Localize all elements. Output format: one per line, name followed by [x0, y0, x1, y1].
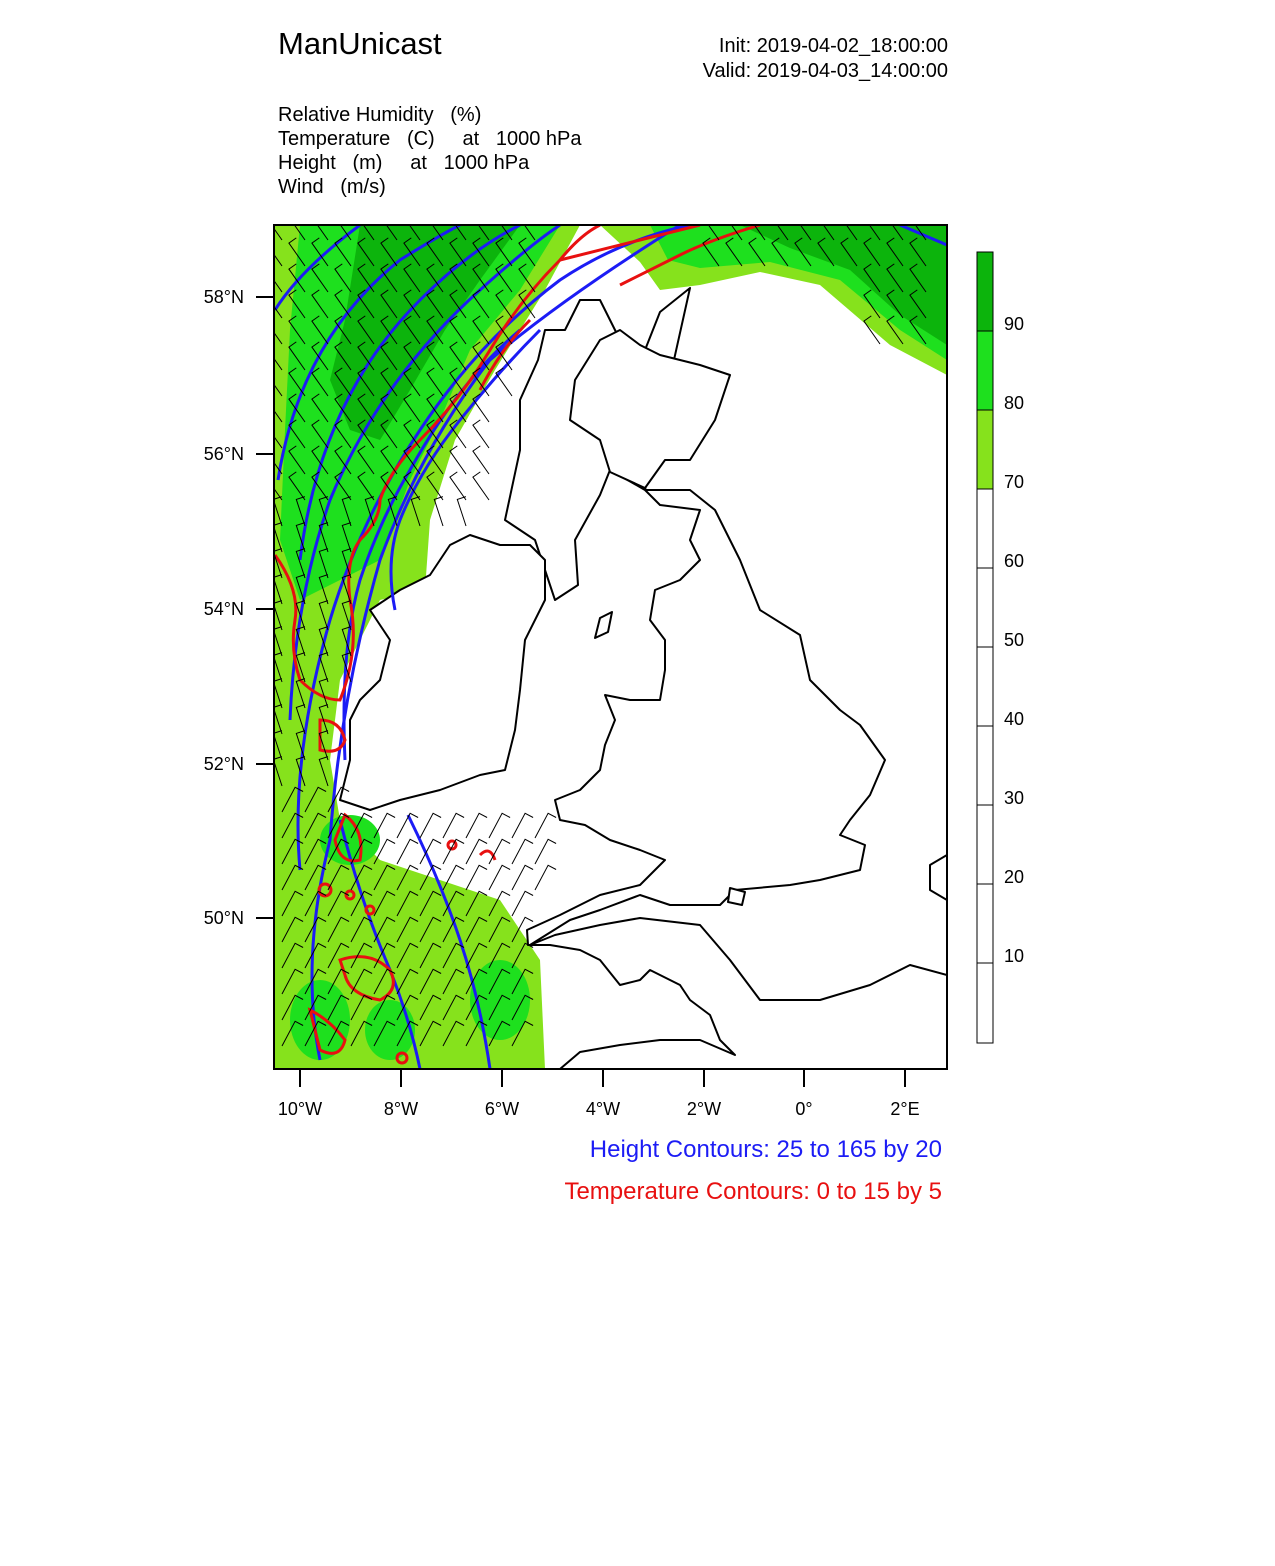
lon-label: 2°W	[686, 1099, 722, 1119]
wind-barb	[512, 891, 533, 916]
lat-label: 50°N	[203, 908, 244, 928]
colorbar-label: 10	[1004, 946, 1025, 966]
wind-barb	[450, 446, 466, 474]
colorbar-label: 70	[1004, 472, 1025, 492]
wind-barb	[512, 813, 533, 838]
temperature-contour-line	[480, 851, 495, 860]
colorbar-label: 30	[1004, 788, 1025, 808]
description-rh: Relative Humidity (%)	[278, 104, 482, 126]
wind-barb	[457, 497, 466, 526]
channel-island	[728, 888, 745, 905]
colorbar-label: 50	[1004, 630, 1025, 650]
wind-barb	[473, 420, 489, 448]
lon-label: 8°W	[383, 1099, 419, 1119]
wind-barb	[443, 813, 464, 838]
wind-barb	[466, 865, 487, 890]
map-field	[266, 212, 947, 1069]
colorbar	[977, 252, 993, 1043]
colorbar-box	[977, 568, 993, 647]
init-time: Init: 2019-04-02_18:00:00	[718, 35, 948, 57]
wind-barb	[535, 865, 556, 890]
colorbar-label: 80	[1004, 393, 1025, 413]
chart-title: ManUnicast	[278, 26, 442, 61]
wind-barb	[489, 839, 510, 864]
description-temperature: Temperature (C) at 1000 hPa	[278, 128, 582, 150]
wind-barb	[512, 839, 533, 864]
lon-label: 6°W	[484, 1099, 520, 1119]
colorbar-box	[977, 331, 993, 410]
wind-barb	[466, 813, 487, 838]
wind-barb	[489, 813, 510, 838]
colorbar-box	[977, 647, 993, 726]
isle-of-man	[595, 612, 612, 638]
valid-time: Valid: 2019-04-03_14:00:00	[702, 60, 948, 82]
wind-barb	[535, 813, 556, 838]
colorbar-box	[977, 805, 993, 884]
wind-barb	[450, 472, 466, 500]
description-wind: Wind (m/s)	[278, 176, 386, 198]
colorbar-label: 60	[1004, 551, 1025, 571]
height-contour-note: Height Contours: 25 to 165 by 20	[589, 1136, 942, 1163]
lat-label: 52°N	[203, 754, 244, 774]
wind-barb	[489, 865, 510, 890]
colorbar-box	[977, 884, 993, 963]
latitude-axis	[256, 297, 274, 918]
wind-barb	[496, 368, 512, 396]
description-height: Height (m) at 1000 hPa	[278, 152, 530, 174]
lon-label: 0°	[795, 1099, 813, 1119]
longitude-axis	[300, 1069, 905, 1087]
colorbar-box	[977, 963, 993, 1043]
colorbar-label: 20	[1004, 867, 1025, 887]
lat-label: 58°N	[203, 287, 244, 307]
wind-barb	[420, 813, 441, 838]
wind-barb	[473, 472, 489, 500]
lon-label: 2°E	[890, 1099, 920, 1119]
lat-label: 56°N	[203, 444, 244, 464]
colorbar-box	[977, 252, 993, 331]
colorbar-label: 90	[1004, 314, 1025, 334]
colorbar-box	[977, 489, 993, 568]
wind-barb	[473, 446, 489, 474]
wind-barb	[397, 839, 418, 864]
lon-label: 10°W	[277, 1099, 323, 1119]
wind-barb	[535, 839, 556, 864]
france-coast	[930, 855, 947, 900]
colorbar-label: 40	[1004, 709, 1025, 729]
colorbar-box	[977, 726, 993, 805]
temperature-contour-note: Temperature Contours: 0 to 15 by 5	[564, 1178, 942, 1205]
humidity-patch	[365, 1000, 415, 1060]
lon-label: 4°W	[585, 1099, 621, 1119]
wind-barb	[512, 865, 533, 890]
lat-label: 54°N	[203, 599, 244, 619]
colorbar-box	[977, 410, 993, 489]
